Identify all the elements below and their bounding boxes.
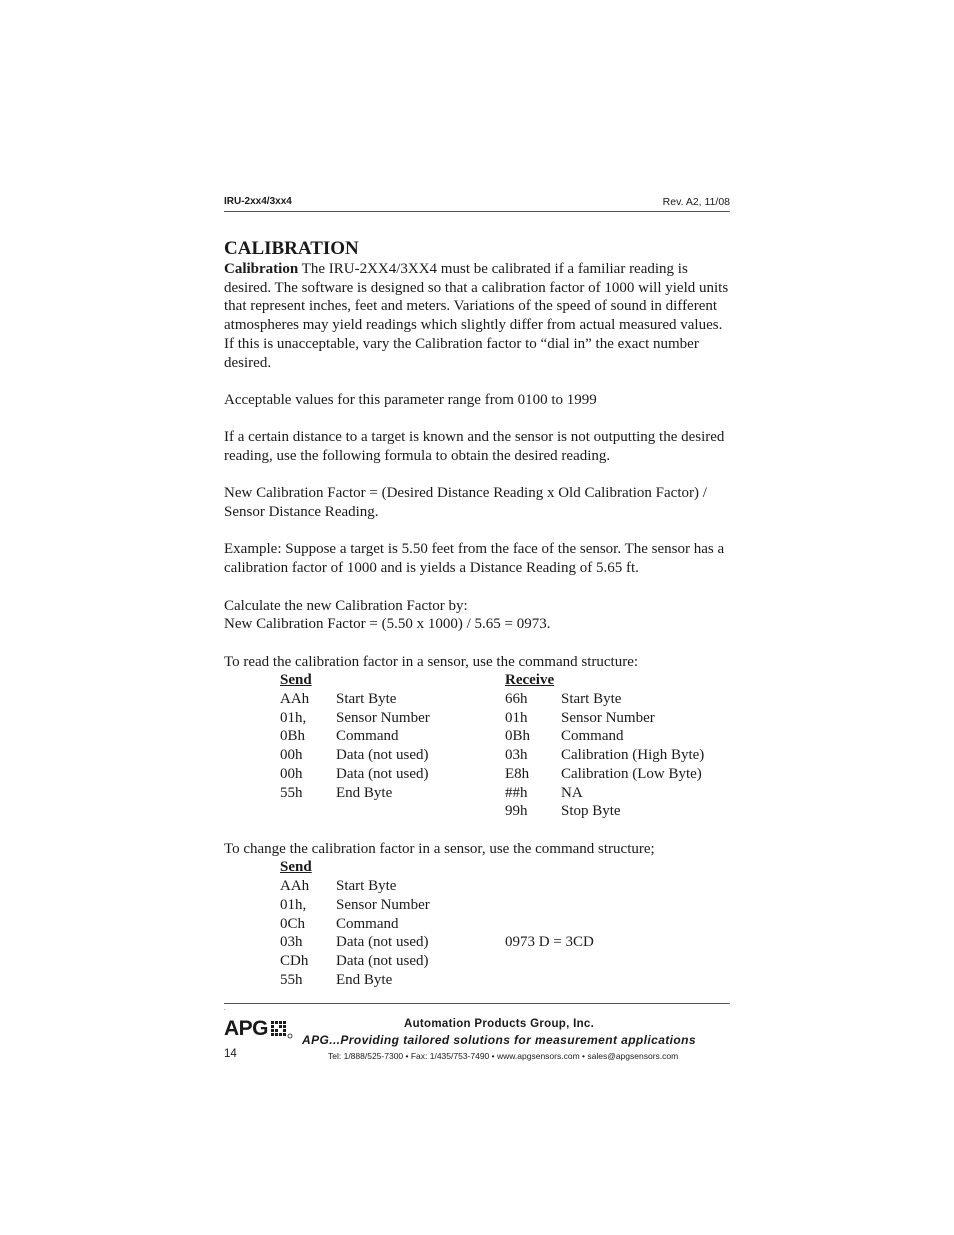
change-intro: To change the calibration factor in a sensor, use the command structure; — [224, 840, 655, 857]
read-table-row — [280, 802, 704, 821]
read-table-row — [280, 690, 704, 709]
send-description: Start Byte — [336, 878, 397, 895]
conversion-note — [505, 971, 594, 990]
receive-description: Start Byte — [561, 691, 622, 708]
send-code: 0Bh — [280, 728, 306, 745]
send-description — [336, 802, 505, 821]
conversion-note: 0973 D = 3CD — [505, 934, 594, 951]
send-code: CDh — [280, 952, 309, 969]
send-description: Start Byte — [336, 691, 397, 708]
receive-description: Calibration (Low Byte) — [561, 765, 702, 782]
send-description: Command — [336, 728, 399, 745]
send-description: Data (not used) — [336, 765, 429, 782]
receive-header: Receive — [505, 672, 555, 689]
receive-description: NA — [561, 784, 583, 801]
receive-description: Command — [561, 728, 624, 745]
receive-description: Stop Byte — [561, 803, 621, 820]
send-code: 55h — [280, 784, 303, 801]
send-header: Send — [280, 672, 312, 689]
conversion-note — [505, 952, 594, 971]
receive-description: Sensor Number — [561, 709, 655, 726]
conversion-note — [505, 896, 594, 915]
change-table-row — [280, 896, 594, 915]
send-code: 00h — [280, 765, 303, 782]
change-table-row — [280, 915, 594, 934]
change-command-table — [280, 858, 594, 989]
change-table-row — [280, 952, 594, 971]
send-header: Send — [280, 859, 312, 876]
send-description: Sensor Number — [336, 709, 430, 726]
read-command-table — [280, 671, 704, 821]
change-table-row — [280, 933, 594, 952]
logo-text: APG — [224, 1017, 269, 1040]
read-table-row — [280, 765, 704, 784]
send-code: 0Ch — [280, 915, 306, 932]
read-table-row — [280, 709, 704, 728]
receive-code: 03h — [505, 747, 528, 764]
send-description: Command — [336, 915, 399, 932]
formula-paragraph: New Calibration Factor = (Desired Distance Reading x Old Calibration Factor) / Sensor Distance Reading. — [224, 485, 707, 521]
send-code — [280, 802, 336, 821]
intro-text: The IRU-2XX4/3XX4 must be calibrated if a familiar reading is desired. The software is designed so that a calibration factor of 1000 will yield units that represent inches, feet and meters. Variations of the speed of sound in different atmospheres may yield readings which slightly differ from actual measured values. If this is unacceptable, vary the Calibration factor to “dial in” the exact number desired. — [224, 261, 729, 371]
calc-line-1: Calculate the new Calibration Factor by: — [224, 597, 468, 614]
header-rule — [224, 211, 730, 212]
receive-description: Calibration (High Byte) — [561, 747, 705, 764]
read-table-row — [280, 727, 704, 746]
read-table-row — [280, 784, 704, 803]
send-code: AAh — [280, 878, 310, 895]
conversion-note — [505, 877, 594, 896]
conversion-note — [505, 915, 594, 934]
footer-rule — [224, 1003, 730, 1004]
receive-code: 0Bh — [505, 728, 531, 745]
contact-info: Tel: 1/888/525-7300 • Fax: 1/435/753-7490 • www.apgsensors.com • sales@apgsensors.com — [328, 1051, 679, 1061]
receive-code: ##h — [505, 784, 528, 801]
header-revision: Rev. A2, 11/08 — [662, 196, 730, 208]
send-description: Data (not used) — [336, 934, 429, 951]
read-table-row — [280, 746, 704, 765]
receive-code: 99h — [505, 803, 528, 820]
change-table-row — [280, 971, 594, 990]
send-code: 03h — [280, 934, 303, 951]
send-description: End Byte — [336, 971, 393, 988]
send-code: 00h — [280, 747, 303, 764]
company-name: Automation Products Group, Inc. — [404, 1018, 595, 1030]
page-number: 14 — [224, 1048, 237, 1060]
change-table-row — [280, 877, 594, 896]
send-description: Sensor Number — [336, 896, 430, 913]
body-text — [224, 260, 730, 989]
send-code: 01h, — [280, 709, 307, 726]
read-table-header-row — [280, 671, 704, 690]
send-code: 55h — [280, 971, 303, 988]
acceptable-paragraph: Acceptable values for this parameter range from 0100 to 1999 — [224, 391, 597, 408]
send-description: End Byte — [336, 784, 393, 801]
send-code: AAh — [280, 691, 310, 708]
intro-lead: Calibration — [224, 261, 299, 277]
change-table-header-row — [280, 858, 594, 877]
known-distance-paragraph: If a certain distance to a target is known and the sensor is not outputting the desired reading, use the following formula to obtain the desired reading. — [224, 429, 725, 464]
apg-logo — [224, 1015, 294, 1041]
send-description: Data (not used) — [336, 952, 429, 969]
send-code: 01h, — [280, 896, 307, 913]
calc-line-2: New Calibration Factor = (5.50 x 1000) / 5.65 = 0973. — [224, 616, 551, 633]
read-intro: To read the calibration factor in a sensor, use the command structure: — [224, 653, 639, 670]
receive-code: 66h — [505, 691, 528, 708]
tagline: APG...Providing tailored solutions for measurement applications — [302, 1033, 696, 1047]
intro-paragraph — [224, 260, 730, 372]
header-doc-id: IRU-2xx4/3xx4 — [224, 196, 292, 207]
section-title: CALIBRATION — [224, 238, 359, 259]
example-paragraph: Example: Suppose a target is 5.50 feet from the face of the sensor. The sensor has a calibration factor of 1000 and is yields a Distance Reading of 5.65 ft. — [224, 541, 725, 577]
send-description: Data (not used) — [336, 747, 429, 764]
receive-code: E8h — [505, 765, 530, 782]
receive-code: 01h — [505, 709, 528, 726]
